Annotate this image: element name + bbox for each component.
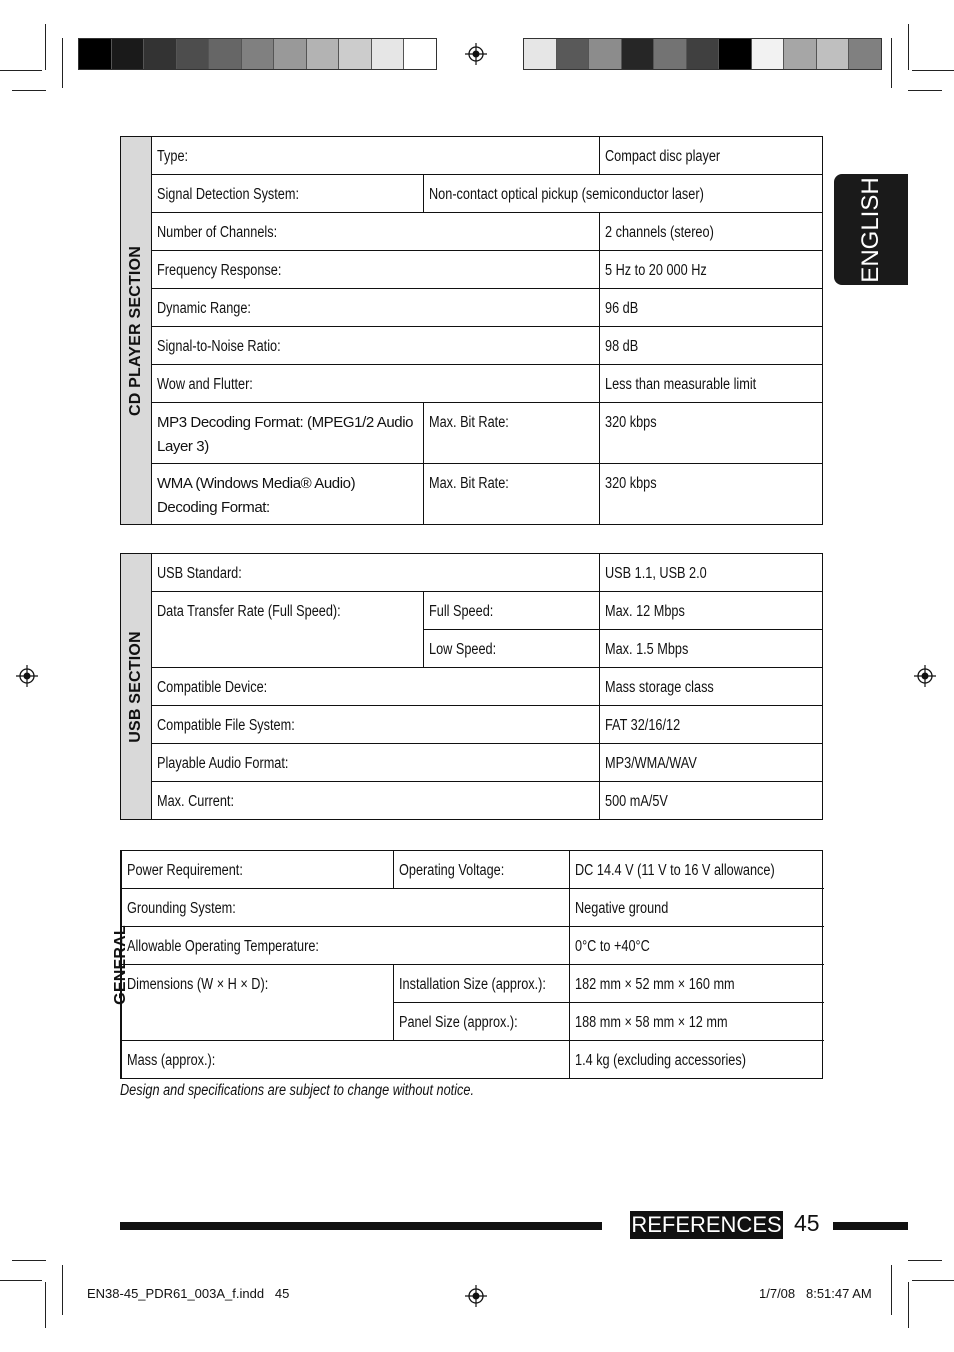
- spec-value: 188 mm × 58 mm × 12 mm: [575, 1014, 728, 1031]
- table-row: [152, 782, 822, 819]
- spec-label: Signal Detection System:: [157, 186, 300, 203]
- footer-rule: [833, 1222, 908, 1230]
- table-row: [152, 251, 822, 289]
- spec-label: Grounding System:: [127, 900, 236, 917]
- color-swatch: [557, 39, 590, 69]
- language-tab: [834, 174, 908, 285]
- color-swatch: [752, 39, 785, 69]
- cd-player-spec-table: [120, 136, 823, 525]
- crop-mark: [912, 70, 954, 71]
- spec-label: Type:: [157, 148, 189, 165]
- spec-value: 2 channels (stereo): [605, 224, 714, 241]
- crop-mark: [891, 38, 892, 88]
- spec-value: 320 kbps: [605, 414, 657, 431]
- spec-value: Max. 1.5 Mbps: [605, 641, 689, 658]
- color-swatch: [589, 39, 622, 69]
- spec-value: Less than measurable limit: [605, 376, 757, 393]
- file-info: EN38-45_PDR61_003A_f.indd 45: [87, 1286, 290, 1301]
- crop-mark: [62, 38, 63, 88]
- page-number: 45: [794, 1210, 820, 1236]
- table-row: [152, 137, 822, 175]
- color-swatch: [404, 39, 436, 69]
- table-row: [152, 592, 822, 668]
- table-row: [122, 851, 824, 889]
- color-swatch: [274, 39, 307, 69]
- spec-sublabel: Full Speed:: [429, 603, 494, 620]
- spec-value: 0°C to +40°C: [575, 938, 650, 955]
- spec-sublabel: Panel Size (approx.):: [399, 1014, 518, 1031]
- spec-label: Allowable Operating Temperature:: [127, 938, 319, 955]
- spec-label: Dimensions (W × H × D):: [127, 976, 269, 993]
- color-swatch: [372, 39, 405, 69]
- footer-rule: [120, 1222, 602, 1230]
- crop-mark: [0, 70, 42, 71]
- section-label: GENERAL: [112, 924, 129, 1005]
- spec-value: MP3/WMA/WAV: [605, 755, 697, 772]
- spec-label: Max. Current:: [157, 793, 234, 810]
- section-label: CD PLAYER SECTION: [127, 245, 144, 416]
- spec-label: Compatible File System:: [157, 717, 295, 734]
- spec-value: Mass storage class: [605, 679, 714, 696]
- crop-mark: [891, 1265, 892, 1315]
- spec-value: 182 mm × 52 mm × 160 mm: [575, 976, 735, 993]
- color-swatch: [209, 39, 242, 69]
- spec-label: Signal-to-Noise Ratio:: [157, 338, 281, 355]
- table-row: [152, 668, 822, 706]
- spec-value: 96 dB: [605, 300, 639, 317]
- crop-mark: [908, 1260, 942, 1261]
- color-swatch: [849, 39, 881, 69]
- crop-mark: [45, 24, 46, 70]
- spec-value: 1.4 kg (excluding accessories): [575, 1052, 746, 1069]
- spec-label: Wow and Flutter:: [157, 376, 253, 393]
- table-row: [122, 889, 824, 927]
- color-swatch: [784, 39, 817, 69]
- spec-label: USB Standard:: [157, 565, 242, 582]
- spec-label: Number of Channels:: [157, 224, 278, 241]
- table-row: [152, 464, 822, 524]
- crop-mark: [912, 1280, 954, 1281]
- spec-label: Mass (approx.):: [127, 1052, 216, 1069]
- spec-value: Compact disc player: [605, 148, 721, 165]
- spec-sublabel: Max. Bit Rate:: [429, 475, 509, 492]
- spec-label: MP3 Decoding Format: (MPEG1/2 Audio Layer 3): [157, 414, 414, 455]
- registration-mark-icon: [914, 665, 936, 687]
- table-row: [152, 554, 822, 592]
- color-swatch: [654, 39, 687, 69]
- color-swatch: [719, 39, 752, 69]
- spec-label: Data Transfer Rate (Full Speed):: [157, 603, 341, 620]
- table-row: [152, 289, 822, 327]
- general-spec-table: [112, 850, 823, 1079]
- table-row: [152, 213, 822, 251]
- spec-value: 500 mA/5V: [605, 793, 668, 810]
- spec-value: Max. 12 Mbps: [605, 603, 685, 620]
- spec-sublabel: Operating Voltage:: [399, 862, 505, 879]
- crop-mark: [0, 1280, 42, 1281]
- spec-sublabel: Low Speed:: [429, 641, 497, 658]
- color-swatch: [307, 39, 340, 69]
- table-row: [122, 965, 824, 1041]
- spec-value: FAT 32/16/12: [605, 717, 681, 734]
- color-swatch: [687, 39, 720, 69]
- crop-mark: [908, 90, 942, 91]
- table-row: [152, 403, 822, 464]
- spec-value: Non-contact optical pickup (semiconductor laser): [429, 186, 704, 203]
- spec-sublabel: Max. Bit Rate:: [429, 414, 509, 431]
- color-swatch: [177, 39, 210, 69]
- spec-value: 320 kbps: [605, 475, 657, 492]
- spec-label: WMA (Windows Media® Audio) Decoding Format:: [157, 475, 356, 516]
- table-row: [122, 927, 824, 965]
- spec-value: DC 14.4 V (11 V to 16 V allowance): [575, 862, 775, 879]
- registration-mark-icon: [465, 1285, 487, 1307]
- spec-label: Power Requirement:: [127, 862, 243, 879]
- registration-mark-icon: [16, 665, 38, 687]
- section-header: [121, 137, 152, 524]
- spec-value: USB 1.1, USB 2.0: [605, 565, 707, 582]
- table-row: [122, 1041, 824, 1078]
- color-calibration-bar-right: [523, 38, 882, 70]
- spec-sublabel: Installation Size (approx.):: [399, 976, 546, 993]
- table-row: [152, 744, 822, 782]
- crop-mark: [908, 1282, 909, 1328]
- spec-label: Dynamic Range:: [157, 300, 251, 317]
- table-row: [152, 706, 822, 744]
- section-header: [121, 554, 152, 819]
- color-swatch: [817, 39, 850, 69]
- crop-mark: [12, 1260, 46, 1261]
- table-row: [152, 175, 822, 213]
- color-swatch: [339, 39, 372, 69]
- usb-spec-table: [120, 553, 823, 820]
- spec-label: Frequency Response:: [157, 262, 282, 279]
- crop-mark: [45, 1282, 46, 1328]
- spec-value: Negative ground: [575, 900, 669, 917]
- spec-label: Playable Audio Format:: [157, 755, 289, 772]
- color-swatch: [112, 39, 145, 69]
- crop-mark: [12, 90, 46, 91]
- color-swatch: [242, 39, 275, 69]
- section-label: USB SECTION: [127, 630, 144, 743]
- section-header: [112, 851, 129, 1078]
- color-swatch: [524, 39, 557, 69]
- crop-mark: [908, 24, 909, 70]
- date-info: 1/7/08 8:51:47 AM: [759, 1286, 872, 1301]
- crop-mark: [62, 1265, 63, 1315]
- color-swatch: [79, 39, 112, 69]
- table-row: [152, 327, 822, 365]
- spec-value: 5 Hz to 20 000 Hz: [605, 262, 707, 279]
- spec-label: Compatible Device:: [157, 679, 268, 696]
- color-swatch: [622, 39, 655, 69]
- color-calibration-bar-left: [78, 38, 437, 70]
- spec-value: 98 dB: [605, 338, 639, 355]
- section-footer-label: REFERENCES: [631, 1212, 782, 1237]
- color-swatch: [144, 39, 177, 69]
- registration-mark-icon: [465, 43, 487, 65]
- table-row: [152, 365, 822, 403]
- disclaimer-note: Design and specifications are subject to change without notice.: [120, 1082, 474, 1099]
- language-tab-label: ENGLISH: [857, 176, 884, 283]
